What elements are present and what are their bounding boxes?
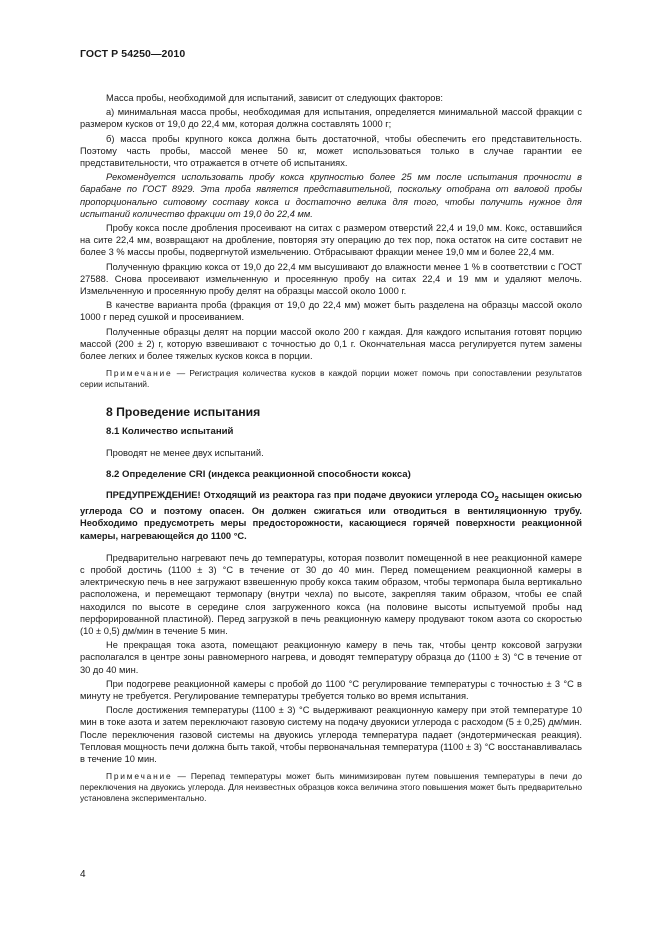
recommendation-paragraph: Рекомендуется использовать пробу кокса крупностью более 25 мм после испытания прочности в барабане по ГОСТ 8929. Эта проба является представительной, поскольку отобрана от валовой пробы пропорционально ситовому составу кокса и достаточно велика для того, чтобы получить нужное для испытаний количество фракции от 19,0 до 22,4 мм. [80, 172, 582, 219]
subscript: 2 [494, 493, 499, 503]
paragraph: Не прекращая тока азота, помещают реакционную камеру в печь так, чтобы центр коксовой загрузки располагался в центре зоны равномерного нагрева, и доводят температуру образца до (1100 ± 3) °C в течение от 30 до 40 мин. [80, 640, 582, 675]
paragraph: После достижения температуры (1100 ± 3) °C выдерживают реакционную камеру при этой температуре 10 мин в токе азота и затем переключают газовую систему на подачу двуокиси углерода с расходом (5 ± 0,25) дм/мин. После переключения газовой системы на двуокись углерода температура падает (эндотермическая реакция). Тепловая мощность печи должна быть такой, чтобы первоначальная температура (1100 ± 3) °C восстанавливалась в течение 10 мин. [80, 705, 582, 764]
warning-paragraph [80, 489, 582, 542]
section-heading: 8 Проведение испытания [106, 405, 261, 420]
paragraph: а) минимальная масса пробы, необходимая для испытания, определяется минимальной массой фракции с размером кусков от 19,0 до 22,4 мм, которая должна составлять 1000 г; [80, 107, 582, 130]
warning-text: ПРЕДУПРЕЖДЕНИЕ! Отходящий из реактора газ при подаче двуокиси углерода CO [106, 490, 495, 501]
subsection-heading: 8.1 Количество испытаний [106, 426, 234, 438]
paragraph: Проводят не менее двух испытаний. [106, 447, 264, 458]
warning-text: насыщен окисью углерода CO и поэтому опасен. Он должен сжигаться или отводиться в вентиляционную трубу. Необходимо предусмотреть меры предосторожности, касающиеся горячей поверхности реакционной камеры, нагревающейся до 1100 °C. [80, 490, 582, 541]
paragraph: Полученные образцы делят на порции массой около 200 г каждая. Для каждого испытания готовят порцию массой (200 ± 2) г, которую взвешивают с точностью до 0,1 г. Окончательная масса регулируется путем замены более легких и более тяжелых кусков кокса в порции. [80, 326, 582, 362]
paragraph: Пробу кокса после дробления просеивают на ситах с размером отверстий 22,4 и 19,0 мм. Кокс, оставшийся на сите 22,4 мм, возвращают на дробление, повторяя эту операцию до тех пор, пока остаток на сите составит не более 3 % массы пробы, подвергнутой измельчению. Отбрасывают фракции менее 19,0 мм и более 22,4 мм. [80, 223, 582, 258]
note-paragraph [80, 771, 582, 804]
document-header: ГОСТ Р 54250—2010 [80, 48, 186, 60]
paragraph: б) масса пробы крупного кокса должна быть достаточной, чтобы обеспечить его представительность. Поэтому часть пробы, массой менее 50 кг, может использоваться только в случае гарантии ее представительности, что отражается в отчете об испытаниях. [80, 133, 582, 169]
paragraph: При подогреве реакционной камеры с пробой до 1100 °C регулирование температуры с точностью ± 3 °C в минуту не требуется. Регулирование температуры требуется только во время испытания. [80, 678, 582, 701]
subsection-heading: 8.2 Определение CRI (индекса реакционной способности кокса) [106, 468, 411, 480]
note-text: — Регистрация количества кусков в каждой порции может помочь при сопоставлении результатов серии испытаний. [80, 368, 582, 390]
note-text: — Перепад температуры может быть минимизирован путем повышения температуры в печи до переключения на двуокись углерода. Для неизвестных образцов кокса величина этого повышения может быть предварительно установлена экспериментально. [80, 771, 582, 804]
paragraph: В качестве варианта проба (фракция от 19,0 до 22,4 мм) может быть разделена на образцы массой около 1000 г перед сушкой и просеиванием. [80, 300, 582, 323]
paragraph: Предварительно нагревают печь до температуры, которая позволит помещенной в нее реакционной камере с пробой достичь (1100 ± 3) °C в течение от 30 до 40 мин. Перед помещением реакционной камеры в электрическую печь в нее загружают взвешенную пробу кокса таким образом, чтобы термопара была вертикально расположена, и перемещают термопару (внутри чехла) по высоте, закрепляя таким образом, чтобы ее спай находился по высоте в середине слоя загруженного кокса (на половине высоты испытуемой пробы над перфорированной пластиной). Перед загрузкой в печь реакционную камеру продувают током азота со скоростью (10 ± 0,5) дм/мин в течение 5 мин. [80, 552, 582, 636]
note-label: Примечание [106, 771, 173, 782]
paragraph: Масса пробы, необходимой для испытаний, зависит от следующих факторов: [106, 93, 444, 103]
note-paragraph [80, 368, 582, 390]
page-content [80, 92, 582, 806]
paragraph: Полученную фракцию кокса от 19,0 до 22,4 мм высушивают до влажности менее 1 % в соответствии с ГОСТ 27588. Снова просеивают измельченную и просеянную пробу на ситах 22,4 и 19 мм и удаляют мелочь. Измельченную и просеянную пробу делят на образцы массой около 1000 г. [80, 261, 582, 297]
note-label: Примечание [106, 368, 173, 379]
page-number: 4 [80, 869, 86, 880]
